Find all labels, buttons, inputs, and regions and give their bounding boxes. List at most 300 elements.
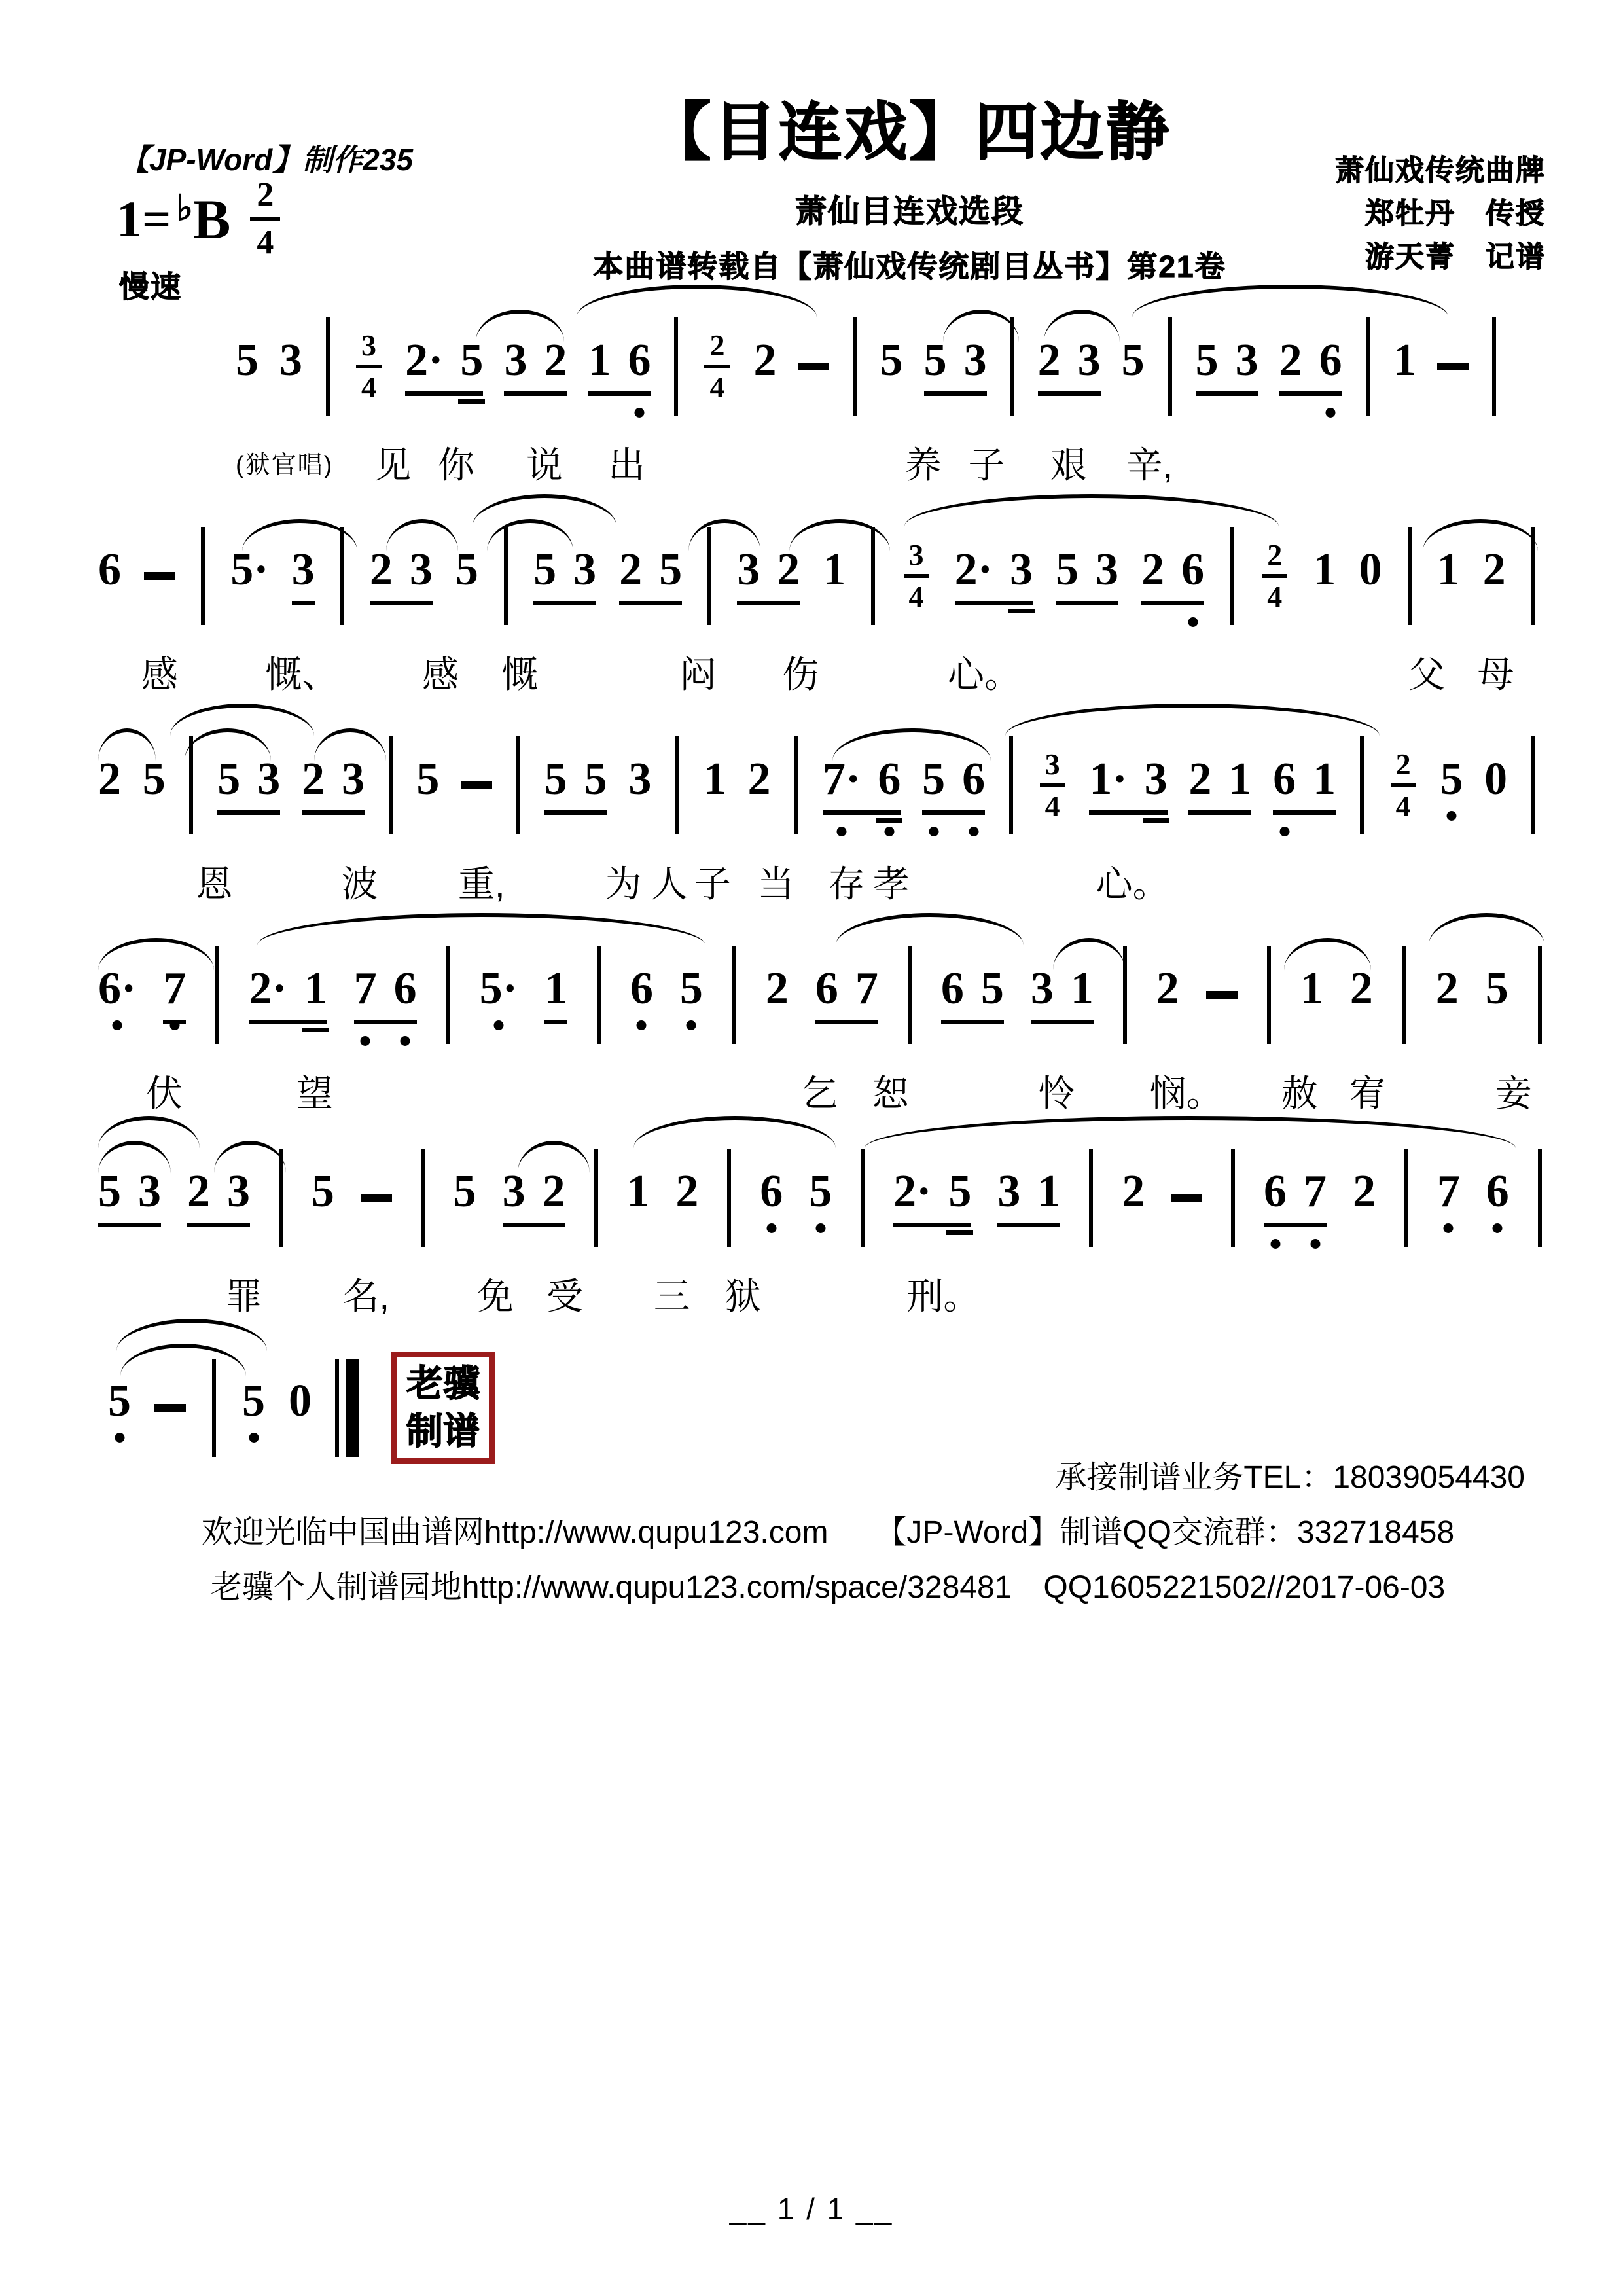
slur — [633, 1116, 836, 1154]
barline — [446, 946, 450, 1044]
time-signature — [1391, 749, 1416, 821]
low-octave-dot — [113, 1020, 122, 1030]
notation-row — [98, 736, 1538, 834]
barline — [908, 946, 912, 1044]
note: 1 — [1393, 334, 1416, 386]
music-system-4 — [98, 900, 1544, 1114]
low-octave-dot — [249, 1433, 259, 1443]
low-octave-dot — [837, 827, 847, 836]
note: 1 — [1037, 1166, 1061, 1217]
note: 3 — [1235, 334, 1258, 386]
note: 2 — [301, 753, 325, 804]
low-octave-dot — [634, 408, 644, 418]
stamp-line-1: 老骥 — [406, 1363, 480, 1404]
low-octave-dot — [884, 827, 894, 836]
lyric: 悯。 — [1149, 1073, 1223, 1114]
lyric: 心。 — [1096, 863, 1169, 905]
note: 7 — [1437, 1169, 1460, 1227]
note: 3 — [226, 1166, 250, 1217]
lyric: 怜 — [1038, 1073, 1075, 1114]
note: 6 — [815, 963, 838, 1014]
low-octave-dot — [766, 1223, 776, 1233]
note: 1· — [1089, 753, 1128, 804]
lyric: 说 — [526, 444, 563, 486]
beam-group — [544, 753, 607, 815]
low-octave-dot — [969, 827, 978, 836]
lyric: 赦 — [1281, 1073, 1318, 1114]
barline — [1531, 736, 1535, 834]
note: 5 — [98, 1166, 121, 1217]
note: 1 — [1436, 544, 1460, 595]
beam-group — [504, 334, 567, 396]
beam-group — [997, 1166, 1061, 1227]
lyric: (狱官唱) — [236, 452, 334, 479]
final-bar-thick — [346, 1359, 359, 1457]
low-octave-dot — [169, 1020, 179, 1030]
credits-block — [1335, 149, 1546, 279]
time-signature — [1262, 540, 1287, 612]
dash-note — [154, 1404, 186, 1412]
note: 5 — [1056, 544, 1079, 595]
beam-group — [217, 753, 281, 815]
lyric: 存 — [828, 863, 865, 905]
note: 2 — [1141, 544, 1165, 595]
lyric: 三 — [653, 1276, 690, 1317]
note: 5 — [217, 753, 241, 804]
notation-row — [236, 317, 1499, 416]
note: 2· — [405, 334, 444, 386]
lyric: 心。 — [948, 654, 1021, 695]
slur — [836, 913, 1024, 951]
barline — [594, 1149, 598, 1247]
lyric: 伤 — [782, 654, 819, 695]
note: 6 — [1264, 1169, 1287, 1215]
maker-stamp-box — [391, 1352, 495, 1464]
time-sig-top: 3 — [1040, 749, 1065, 787]
footer-personal-space: 老骥个人制谱园地http://www.qupu123.com/space/328481 QQ1605221502//2017-06-03 — [210, 1570, 1446, 1605]
note: 2 — [753, 334, 777, 386]
sixteenth-beam — [458, 399, 485, 404]
note: 1 — [703, 753, 726, 804]
note: 6 — [1181, 547, 1204, 593]
lyric: 伏 — [145, 1073, 183, 1114]
slur — [1429, 913, 1544, 951]
low-octave-dot — [1446, 811, 1456, 821]
note: 3 — [1096, 544, 1119, 595]
note: 3 — [1010, 547, 1033, 593]
lyric: 感 — [422, 654, 459, 695]
low-octave-dot — [493, 1020, 503, 1030]
sixteenth-beam — [1143, 818, 1169, 823]
barline — [1538, 946, 1542, 1044]
music-system-3 — [98, 691, 1538, 905]
lyric: 乞 — [801, 1073, 838, 1114]
note: 1 — [1313, 544, 1336, 595]
barline — [1360, 736, 1364, 834]
lyric: 慨 — [501, 654, 538, 695]
beam-group — [588, 334, 651, 396]
note: 3 — [737, 544, 760, 595]
lyric: 望 — [296, 1073, 333, 1114]
note: 1 — [1070, 963, 1094, 1014]
credit-tune: 萧仙戏传统曲牌 — [1335, 154, 1546, 187]
barline — [1538, 1149, 1542, 1247]
note: 3 — [292, 547, 315, 605]
beam-group — [954, 544, 1033, 605]
lyric: 闷 — [679, 654, 717, 695]
note: 2 — [98, 753, 121, 804]
dash-note — [1437, 363, 1469, 370]
lyric: 辛, — [1126, 444, 1173, 486]
note: 5 — [880, 334, 903, 386]
low-octave-dot — [401, 1036, 410, 1046]
note: 2 — [1482, 544, 1506, 595]
note: 5 — [533, 544, 557, 595]
barline — [732, 946, 736, 1044]
note: 5 — [923, 334, 947, 386]
beam-group — [619, 544, 683, 605]
low-octave-dot — [1444, 1223, 1454, 1233]
note: 3 — [1145, 757, 1168, 802]
sixteenth-beam — [946, 1230, 973, 1235]
maker-credit: 【JP-Word】制作235 — [119, 143, 414, 177]
note: 3 — [573, 544, 597, 595]
note: 2 — [369, 544, 393, 595]
barline — [421, 1149, 425, 1247]
note: 5 — [311, 1166, 334, 1217]
barline — [1402, 946, 1406, 1044]
barline — [1231, 1149, 1235, 1247]
beam-group — [1279, 334, 1342, 396]
key-signature — [116, 178, 280, 260]
slur — [1005, 704, 1380, 742]
barline — [1267, 946, 1271, 1044]
lyric: 罪 — [225, 1276, 262, 1317]
note: 6 — [630, 966, 653, 1024]
note: 7 — [1304, 1169, 1327, 1215]
note: 5 — [922, 757, 945, 802]
low-octave-dot — [1279, 827, 1289, 836]
note: 2 — [1435, 963, 1459, 1014]
beam-group — [815, 963, 878, 1024]
lyric: 恩 — [196, 863, 233, 905]
note: 7· — [823, 757, 861, 802]
note: 2 — [675, 1166, 699, 1217]
note: 6· — [98, 966, 136, 1024]
music-system-5 — [98, 1103, 1544, 1317]
note: 5 — [1440, 757, 1463, 815]
note: 5 — [236, 334, 259, 386]
note: 6 — [1486, 1169, 1509, 1227]
note: 2 — [1352, 1166, 1376, 1217]
note: 7 — [855, 963, 878, 1014]
note: 1 — [544, 966, 567, 1024]
lyric: 恕 — [872, 1073, 909, 1114]
note: 1 — [1300, 963, 1323, 1014]
note: 2 — [619, 544, 643, 595]
barline — [597, 946, 601, 1044]
barline — [1492, 317, 1496, 416]
beam-group — [1030, 963, 1094, 1024]
dash-note — [1206, 991, 1238, 999]
lyric: 为 — [605, 863, 642, 905]
barline — [1366, 317, 1370, 416]
note: 2 — [777, 544, 800, 595]
note: 1 — [1228, 753, 1252, 804]
low-octave-dot — [1493, 1223, 1503, 1233]
time-signature — [904, 540, 929, 612]
low-octave-dot — [1326, 408, 1336, 418]
footer-business-tel: 承接制谱业务TEL：18039054430 — [1055, 1460, 1525, 1495]
barline — [201, 527, 205, 625]
low-octave-dot — [361, 1036, 370, 1046]
barline — [727, 1149, 731, 1247]
low-octave-dot — [1310, 1239, 1320, 1249]
lyric: 当 — [757, 863, 794, 905]
note: 6 — [394, 966, 417, 1012]
beam-group — [940, 963, 1004, 1024]
note: 3 — [341, 753, 365, 804]
note: 0 — [1484, 753, 1508, 804]
dash-note — [461, 781, 492, 789]
note: 5 — [544, 753, 567, 804]
lyric: 出 — [608, 444, 645, 486]
key-prefix: 1= — [116, 190, 171, 247]
note: 5· — [480, 966, 518, 1024]
beam-group — [1141, 544, 1205, 605]
lyric: 妾 — [1495, 1073, 1532, 1114]
note: 5 — [1121, 334, 1145, 386]
meter-fraction — [250, 178, 280, 260]
lyric: 子 — [694, 863, 731, 905]
sixteenth-beam — [302, 1028, 329, 1032]
note: 5 — [659, 544, 683, 595]
time-sig-bottom: 4 — [361, 370, 377, 404]
slur — [904, 494, 1279, 532]
lyric: 慨、 — [265, 654, 339, 695]
note: 5 — [455, 544, 478, 595]
slur — [257, 913, 705, 951]
key-letter: B — [192, 187, 231, 251]
barline — [1089, 1149, 1093, 1247]
note: 0 — [1359, 544, 1382, 595]
note: 2· — [954, 544, 993, 595]
lyric: 感 — [141, 654, 178, 695]
note: 1 — [304, 966, 327, 1012]
note: 5 — [460, 338, 483, 384]
note: 5 — [980, 963, 1004, 1014]
barline — [1404, 1149, 1408, 1247]
note: 5 — [584, 753, 607, 804]
time-sig-bottom: 4 — [709, 370, 725, 404]
notation-row — [98, 1149, 1544, 1247]
barline — [794, 736, 798, 834]
note: 5 — [108, 1378, 131, 1437]
note: 2 — [747, 753, 771, 804]
note: 5 — [416, 753, 440, 804]
note: 5 — [1485, 963, 1508, 1014]
barline — [389, 736, 393, 834]
beam-group — [737, 544, 800, 605]
note: 2 — [1156, 963, 1179, 1014]
note: 1 — [626, 1166, 650, 1217]
beam-group — [823, 753, 901, 815]
title-block — [419, 98, 1400, 286]
note: 1 — [823, 544, 846, 595]
note: 7 — [163, 966, 186, 1024]
dash-note — [1171, 1194, 1202, 1202]
barline — [215, 946, 219, 1044]
note: 2 — [1279, 334, 1302, 386]
barline — [853, 317, 857, 416]
low-octave-dot — [115, 1433, 124, 1443]
barline — [1230, 527, 1234, 625]
low-octave-dot — [929, 827, 938, 836]
note: 3 — [963, 334, 987, 386]
beam-group — [1264, 1166, 1327, 1227]
note: 6 — [940, 963, 964, 1014]
note: 2· — [893, 1166, 932, 1217]
source-note: 本曲谱转载自【萧仙戏传统剧目丛书】第21卷 — [593, 249, 1226, 283]
lyric: 艰 — [1050, 444, 1087, 486]
beam-group — [405, 334, 484, 396]
credit-teacher: 郑牡丹 传授 — [1365, 198, 1546, 230]
low-octave-dot — [637, 1020, 647, 1030]
note: 1 — [1313, 753, 1336, 804]
beam-group — [369, 544, 433, 605]
time-sig-bottom: 4 — [1395, 789, 1411, 823]
note: 5· — [230, 544, 269, 595]
flat-icon: ♭ — [176, 188, 193, 228]
credit-notator: 游天菁 记谱 — [1365, 241, 1546, 273]
lyric: 重, — [458, 863, 505, 905]
note: 2 — [1037, 334, 1061, 386]
lyric: 子 — [968, 444, 1005, 486]
note: 3 — [279, 334, 303, 386]
lyric: 孝 — [872, 863, 910, 905]
lyric: 见 — [374, 444, 412, 486]
time-sig-bottom: 4 — [908, 580, 924, 613]
lyric: 养 — [904, 444, 942, 486]
score-title: 【目连戏】四边静 — [648, 98, 1171, 168]
barline — [861, 1149, 865, 1247]
time-signature — [356, 331, 382, 403]
beam-group — [922, 753, 986, 815]
note: 2 — [544, 334, 567, 386]
note: 5 — [453, 1166, 476, 1217]
note: 2 — [1349, 963, 1373, 1014]
time-signature — [704, 331, 730, 403]
time-sig-bottom: 4 — [1267, 580, 1283, 613]
dash-note — [798, 363, 829, 370]
note: 3 — [138, 1166, 161, 1217]
barline — [674, 317, 678, 416]
lyric: 人 — [651, 863, 688, 905]
low-octave-dot — [1270, 1239, 1280, 1249]
tempo-label: 慢速 — [119, 270, 182, 304]
beam-group — [533, 544, 597, 605]
beam-group — [249, 963, 327, 1024]
slur — [577, 285, 817, 323]
note: 2 — [542, 1166, 565, 1217]
lyric: 母 — [1477, 654, 1514, 695]
note: 3 — [1030, 963, 1054, 1014]
note: 3 — [628, 753, 652, 804]
meter-top: 2 — [250, 178, 280, 221]
lyric: 波 — [341, 863, 378, 905]
dash-note — [144, 572, 175, 580]
meter-bottom: 4 — [257, 224, 274, 261]
note: 5 — [242, 1378, 265, 1437]
lyric: 受 — [546, 1276, 584, 1317]
beam-group — [1273, 753, 1336, 815]
lyric: 你 — [437, 444, 474, 486]
low-octave-dot — [1188, 617, 1198, 627]
dash-note — [361, 1194, 392, 1202]
beam-group — [502, 1166, 565, 1227]
note: 2 — [1122, 1166, 1145, 1217]
barline — [1009, 736, 1013, 834]
time-sig-top: 2 — [1262, 540, 1287, 578]
time-signature — [1040, 749, 1065, 821]
note: 6 — [760, 1169, 783, 1227]
slur — [865, 1116, 1516, 1154]
score-subtitle: 萧仙目连戏选段 — [794, 194, 1024, 229]
beam-group — [1037, 334, 1101, 396]
note: 5 — [1195, 334, 1219, 386]
beam-group — [98, 1166, 161, 1227]
lyric: 宥 — [1349, 1073, 1386, 1114]
note: 6 — [1273, 757, 1296, 802]
barline — [516, 736, 520, 834]
music-system-2 — [98, 481, 1538, 695]
note: 5 — [809, 1169, 832, 1227]
lyric: 刑。 — [906, 1276, 980, 1317]
time-sig-top: 2 — [704, 331, 730, 368]
time-sig-top: 3 — [356, 331, 382, 368]
music-system-6 — [108, 1306, 527, 1464]
note: 3 — [257, 753, 281, 804]
time-sig-bottom: 4 — [1044, 789, 1060, 823]
beam-group — [1195, 334, 1258, 396]
lyric: 免 — [477, 1276, 514, 1317]
time-sig-top: 2 — [1391, 749, 1416, 787]
low-octave-dot — [687, 1020, 696, 1030]
note: 3 — [1077, 334, 1101, 386]
note: 6 — [878, 757, 901, 802]
beam-group — [923, 334, 987, 396]
beam-group — [301, 753, 365, 815]
sixteenth-beam — [1008, 609, 1035, 613]
beam-group — [353, 963, 417, 1024]
note: 5 — [680, 966, 703, 1024]
note: 5 — [948, 1169, 971, 1215]
lyric: 父 — [1408, 654, 1445, 695]
note: 6 — [962, 757, 985, 802]
barline — [1408, 527, 1412, 625]
footer-site-qq: 欢迎光临中国曲谱网http://www.qupu123.com 【JP-Word】制谱QQ交流群：332718458 — [201, 1515, 1455, 1550]
note: 3 — [504, 334, 527, 386]
music-system-1 — [236, 272, 1499, 486]
note: 1 — [588, 334, 611, 386]
note: 0 — [289, 1376, 312, 1427]
lyric: 狱 — [724, 1276, 761, 1317]
final-bar-thin — [335, 1359, 339, 1457]
barline — [675, 736, 679, 834]
time-sig-top: 3 — [904, 540, 929, 578]
stamp-line-2: 制谱 — [406, 1410, 480, 1452]
page-number: __ 1 / 1 __ — [729, 2192, 894, 2226]
